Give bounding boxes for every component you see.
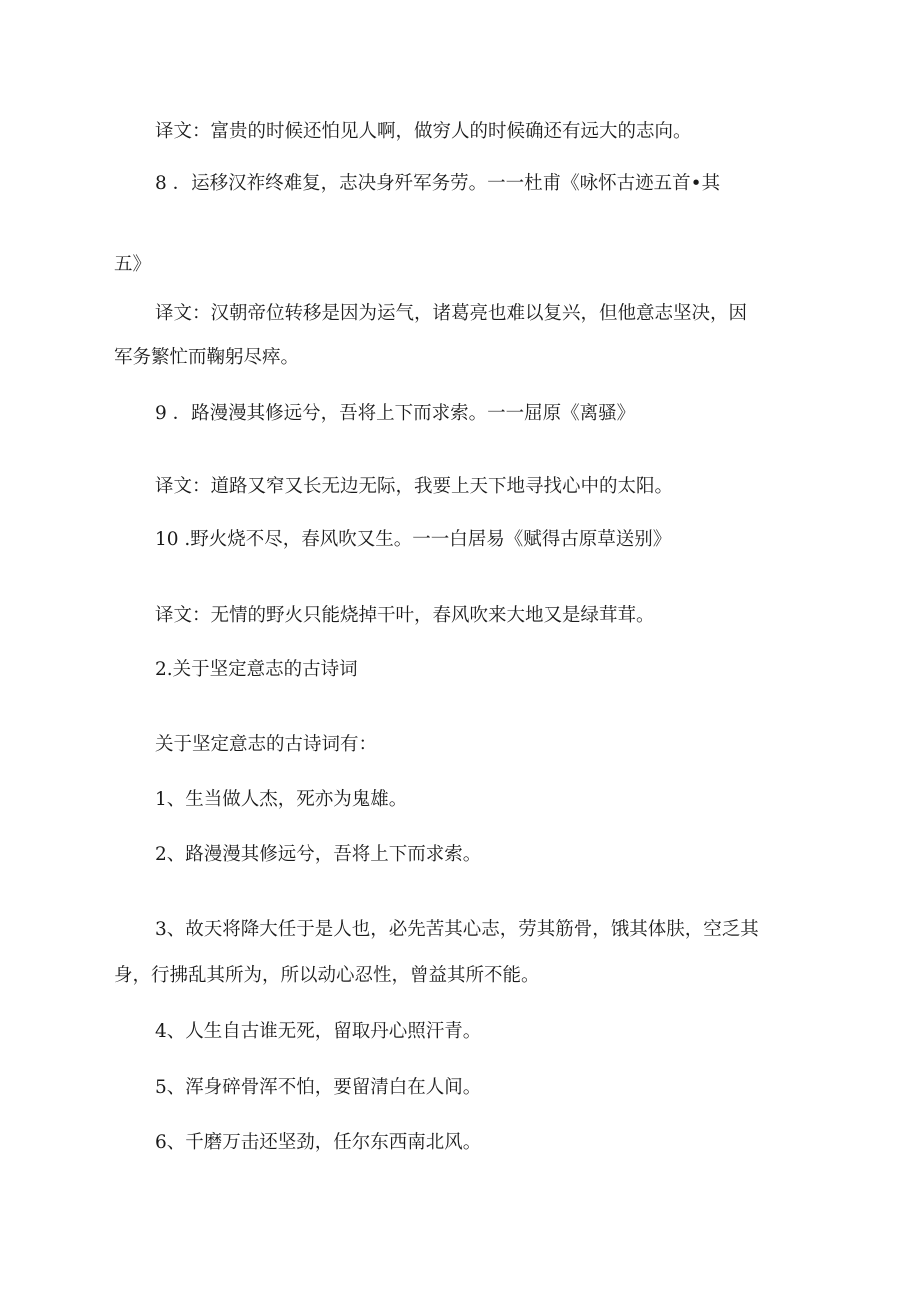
text-line: 译文：富贵的时候还怕见人啊，做穷人的时候确还有远大的志向。 bbox=[155, 121, 692, 142]
text-line: 10 .野火烧不尽，春风吹又生。一一白居易《赋得古原草送别》 bbox=[155, 529, 672, 550]
list-item: 5、浑身碎骨浑不怕，要留清白在人间。 bbox=[155, 1077, 482, 1098]
text-line: 军务繁忙而鞠躬尽瘁。 bbox=[114, 347, 300, 368]
text-line: 关于坚定意志的古诗词有： bbox=[155, 734, 378, 755]
text-line: 8 ．运移汉祚终难复，志决身歼军务劳。一一杜甫《咏怀古迹五首•其 bbox=[155, 173, 721, 194]
text-line: 译文：无情的野火只能烧掉干叶，春风吹来大地又是绿茸茸。 bbox=[155, 605, 655, 626]
list-item-continuation: 身，行拂乱其所为，所以动心忍性，曾益其所不能。 bbox=[114, 965, 540, 986]
list-item: 3、故天将降大任于是人也，必先苦其心志，劳其筋骨，饿其体肤，空乏其 bbox=[155, 919, 759, 940]
list-item: 6、千磨万击还坚劲，任尔东西南北风。 bbox=[155, 1132, 482, 1153]
list-item: 4、人生自古谁无死，留取丹心照汗青。 bbox=[155, 1021, 482, 1042]
list-item: 1、生当做人杰，死亦为鬼雄。 bbox=[155, 789, 408, 810]
text-line: 9 ．路漫漫其修远兮，吾将上下而求索。一一屈原《离骚》 bbox=[155, 403, 636, 424]
text-line: 译文：道路又窄又长无边无际，我要上天下地寻找心中的太阳。 bbox=[155, 476, 674, 497]
text-line: 五》 bbox=[114, 254, 152, 275]
list-item: 2、路漫漫其修远兮，吾将上下而求索。 bbox=[155, 844, 482, 865]
text-line: 译文：汉朝帝位转移是因为运气，诸葛亮也难以复兴，但他意志坚决，因 bbox=[155, 303, 748, 324]
section-heading: 2.关于坚定意志的古诗词 bbox=[155, 659, 358, 680]
